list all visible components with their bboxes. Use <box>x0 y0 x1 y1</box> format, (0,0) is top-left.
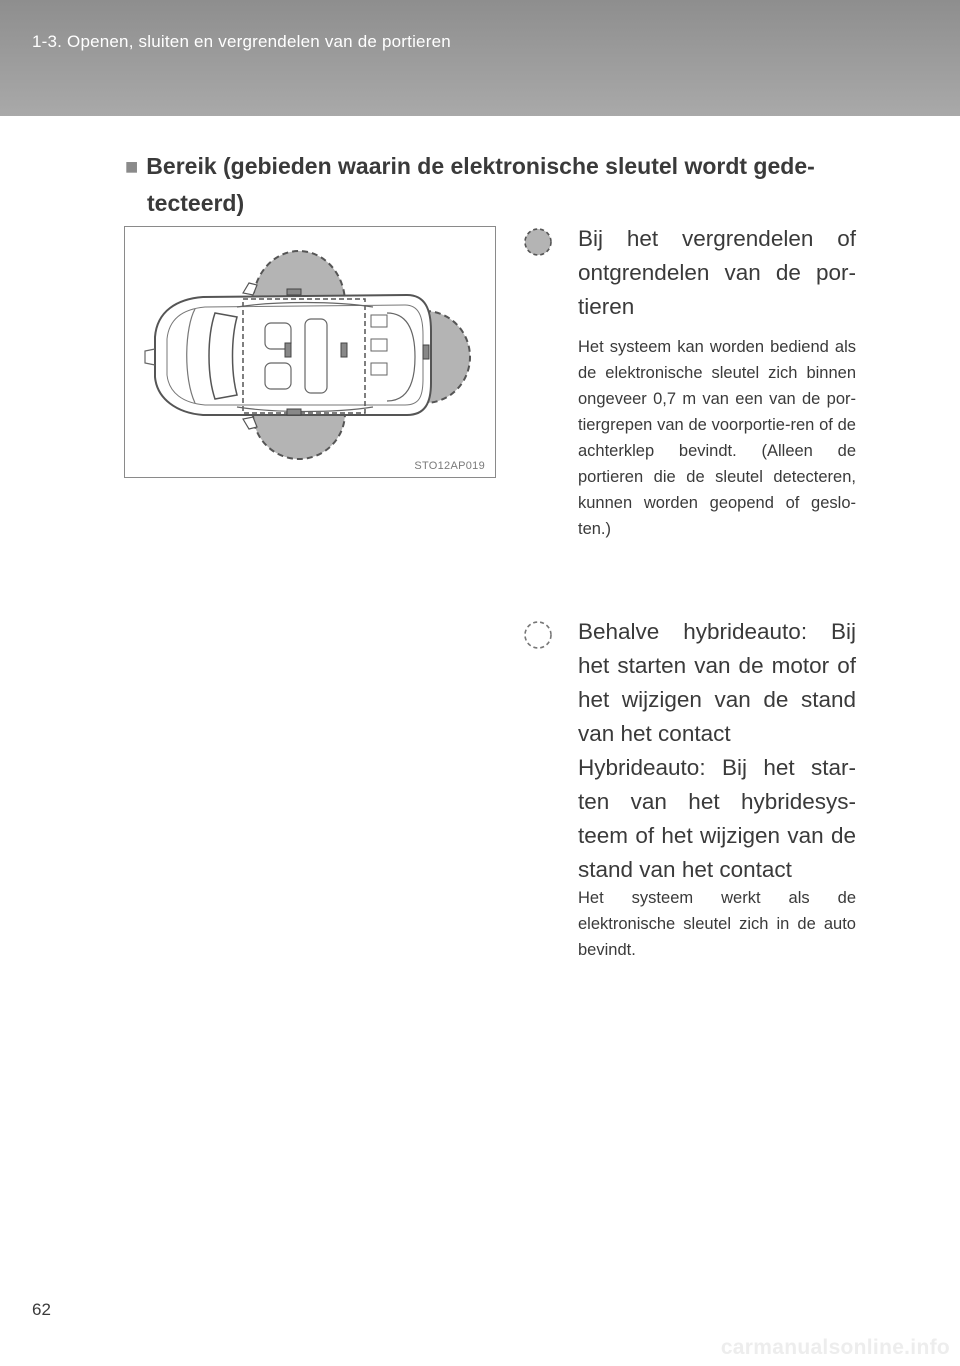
zone-interior-icon <box>522 619 554 651</box>
windshield <box>209 313 237 399</box>
heading-line-2: tecteerd) <box>147 190 245 216</box>
watermark: carmanualsonline.info <box>720 1336 950 1359</box>
antenna-cabin-front <box>285 343 291 357</box>
item-2-title: Behalve hybrideauto: Bij het starten van de motor of het wijzigen van de stand van het contact <box>578 619 856 746</box>
heading-line-1: Bereik (gebieden waarin de elektronische sleutel wordt gede- <box>146 153 815 179</box>
car-top-view-diagram <box>125 227 495 477</box>
zone-exterior-icon <box>522 226 554 258</box>
antenna-cabin-rear <box>341 343 347 357</box>
item-2-title-hybrid: Hybrideauto: Bij het star-ten van het hybridesys-teem of het wijzigen van de stand van het contact <box>578 755 856 882</box>
zone-passenger-door <box>253 413 345 459</box>
heading-bullet: ■ <box>125 154 139 179</box>
item-1-description: Het systeem kan worden bediend als de elektronische sleutel zich binnen ongeveer 0,7 m van een van de por-tiergrepen van de voorportie-ren of de achterklep bevindt. (Alleen de portieren die de sleutel detecteren, kunnen worden geopend of geslo-ten.) <box>578 338 856 538</box>
antenna-left-door <box>287 289 301 295</box>
rear-seat <box>305 319 327 393</box>
section-title: 1-3. Openen, sluiten en vergrendelen van de portieren <box>32 32 451 51</box>
detection-range-figure <box>124 226 496 478</box>
item-2-description: Het systeem werkt als de elektronische sleutel zich in de auto bevindt. <box>578 889 856 959</box>
front-bumper <box>145 349 155 365</box>
page-header <box>0 0 960 116</box>
front-seat-right <box>265 363 291 389</box>
antenna-right-door <box>287 409 301 415</box>
cargo-box <box>371 315 387 327</box>
figure-code: STO12AP019 <box>414 460 485 472</box>
item-1-title: Bij het vergrendelen of ontgrendelen van de por-tieren <box>578 226 856 319</box>
cargo-box <box>371 339 387 351</box>
section-heading <box>125 148 860 222</box>
antenna-hatch <box>423 345 429 359</box>
page-number: 62 <box>32 1300 51 1319</box>
cargo-box <box>371 363 387 375</box>
